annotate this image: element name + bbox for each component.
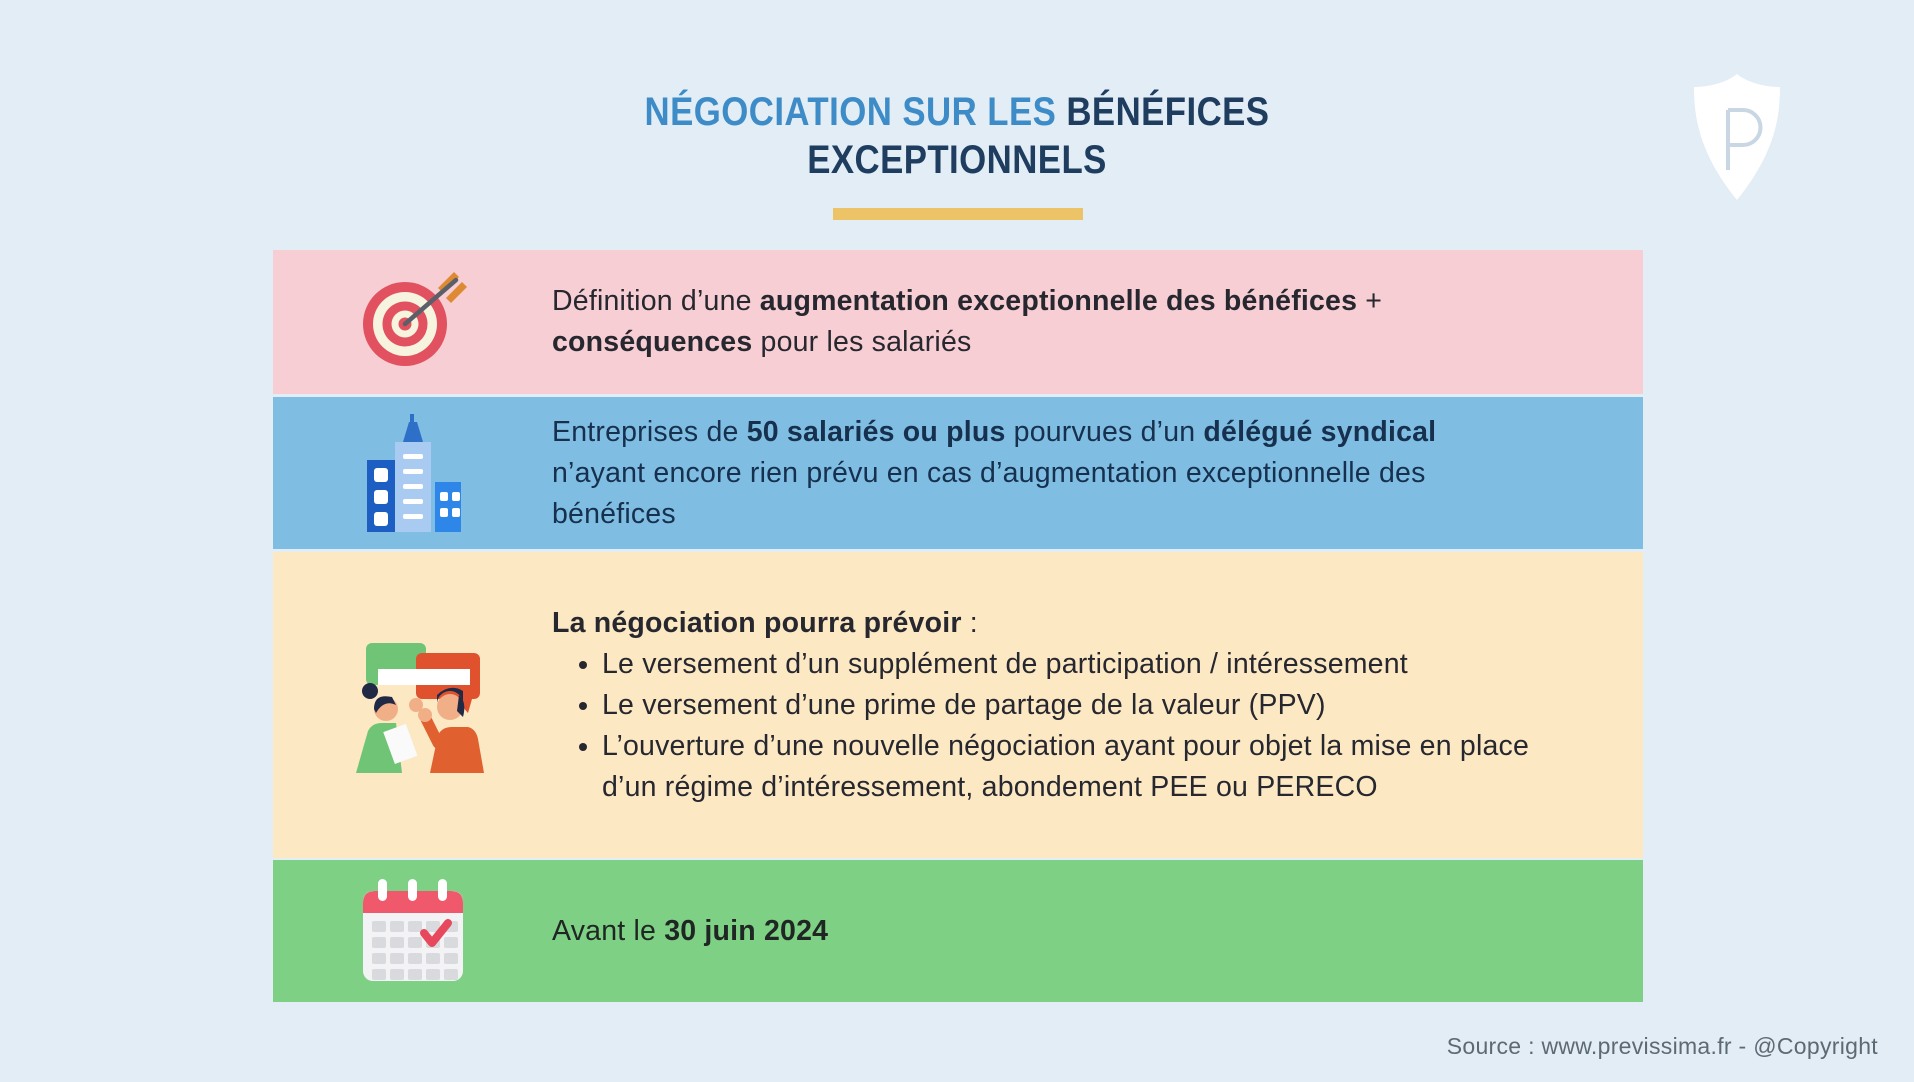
row-companies xyxy=(273,397,1643,549)
calendar-icon xyxy=(360,877,466,985)
text-segment: Avant le xyxy=(552,914,665,947)
text-segment: 50 salariés ou plus xyxy=(746,415,1006,448)
title-rest-line1: BÉNÉFICES xyxy=(1066,90,1270,134)
text-segment: pour les salariés xyxy=(752,326,972,358)
previssima-logo xyxy=(1684,70,1790,206)
row-definition-text-col xyxy=(552,281,1643,363)
row-definition xyxy=(273,250,1643,394)
row-companies-icon-col xyxy=(273,414,552,532)
row-deadline xyxy=(273,860,1643,1002)
text-segment: pourvues d’un xyxy=(1005,415,1204,448)
text-segment: n’ayant encore rien prévu en cas d’augmentation exceptionnelle des bénéfices xyxy=(552,456,1426,530)
bullet-item: • Le versement d’un supplément de participation / intéressement xyxy=(602,644,1542,685)
title-rest-line2: EXCEPTIONNELS xyxy=(807,138,1107,182)
text-segment: Définition d’une xyxy=(552,285,760,317)
row-negotiation-text-col xyxy=(552,603,1643,808)
target-icon xyxy=(358,272,468,372)
discussion-icon xyxy=(338,635,488,775)
text-segment: augmentation exceptionnelle des bénéfices xyxy=(759,285,1358,317)
row-negotiation xyxy=(273,552,1643,858)
row-deadline-text xyxy=(552,911,1492,952)
title-underline xyxy=(833,208,1083,220)
text-segment: + xyxy=(1357,285,1383,317)
row-companies-text-col xyxy=(552,412,1643,535)
text-segment: délégué syndical xyxy=(1203,415,1437,448)
title-highlight: NÉGOCIATION SUR LES xyxy=(644,90,1057,134)
source-credit: Source : www.previssima.fr - @Copyright xyxy=(1446,1033,1878,1059)
text-segment: Entreprises de xyxy=(552,415,747,448)
buildings-icon xyxy=(363,414,463,532)
text-segment: 30 juin 2024 xyxy=(664,914,829,947)
row-deadline-icon-col xyxy=(273,877,552,985)
text-segment: conséquences xyxy=(552,326,753,358)
bullet-item: • Le versement d’une prime de partage de la valeur (PPV) xyxy=(602,685,1542,726)
text-segment: : xyxy=(961,606,978,639)
text-segment: La négociation pourra prévoir xyxy=(552,606,962,639)
row-definition-text xyxy=(552,281,1452,363)
bullet-item: • L’ouverture d’une nouvelle négociation ayant pour objet la mise en place d’un régime d’intéressement, abondement PEE ou PERECO xyxy=(602,726,1542,808)
row-deadline-text-col xyxy=(552,911,1643,952)
row-negotiation-icon-col xyxy=(273,635,552,775)
negotiation-bullet-list xyxy=(552,644,1542,808)
row-companies-text xyxy=(552,412,1492,535)
info-rows xyxy=(273,250,1643,1002)
shield-logo-icon xyxy=(1684,70,1790,206)
page-title xyxy=(124,88,1789,184)
row-negotiation-heading xyxy=(552,603,1603,644)
row-definition-icon-col xyxy=(273,272,552,372)
